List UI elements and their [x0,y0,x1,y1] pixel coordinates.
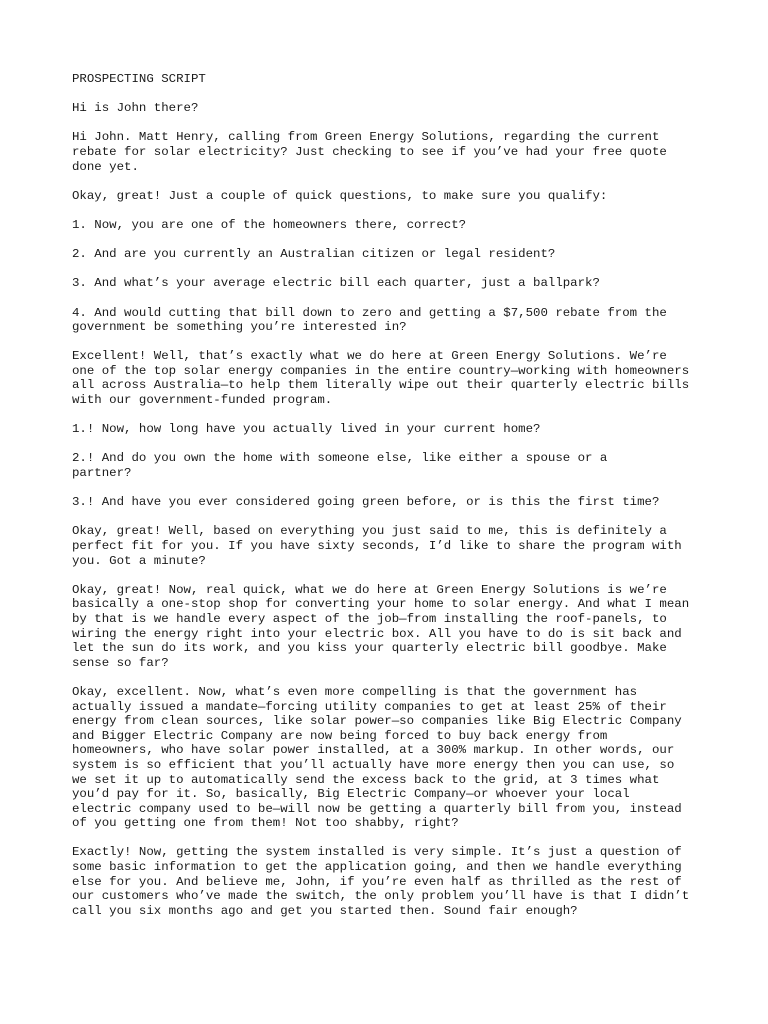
paragraph-followup-1: 1.! Now, how long have you actually lived in your current home? [72,422,541,437]
paragraph-question-4: 4. And would cutting that bill down to zero and getting a $7,500 rebate from the government be something you’re interested in? [72,305,667,335]
paragraph-followup-2: 2.! And do you own the home with someone else, like either a spouse or a partner? [72,451,608,481]
paragraph-introduction: Hi John. Matt Henry, calling from Green Energy Solutions, regarding the current rebate for solar electricity? Just checking to see if you’ve had your free quote done yet. [72,130,667,174]
document-page [72,72,712,933]
paragraph-government-mandate: Okay, excellent. Now, what’s even more compelling is that the government has actually issued a mandate—forcing utility companies to get at least 25% of their energy from clean sources, like solar power—so companies like Big Electric Company and Bigger Electric Company are now being forced to buy back energy from homeowners, who have solar power installed, at a 300% markup. In other words, our system is so efficient that you’ll actually have more energy then you can use, so we set it up to automatically send the excess back to the grid, at 3 times what you’d pay for it. So, basically, Big Electric Company—or whoever your local electric company used to be—will now be getting a quarterly bill from you, instead of you getting one from them! Not too shabby, right? [72,684,682,831]
document-title: PROSPECTING SCRIPT [72,72,206,86]
paragraph-one-stop-shop: Okay, great! Now, real quick, what we do here at Green Energy Solutions is we’re basically a one-stop shop for converting your home to solar energy. And what I mean by that is we handle every aspect of the job—from installing the roof-panels, to wiring the energy right into your electric box. All you have to do is sit back and let the sun do its work, and you kiss your quarterly electric bill goodbye. Make sense so far? [72,582,690,670]
paragraph-company-pitch: Excellent! Well, that’s exactly what we do here at Green Energy Solutions. We’re one of the top solar energy companies in the entire country—working with homeowners all across Australia—to help them literally wipe out their quarterly electric bills with our government-funded program. [72,349,690,408]
paragraph-qualify-intro: Okay, great! Just a couple of quick questions, to make sure you qualify: [72,188,608,203]
paragraph-greeting: Hi is John there? [72,101,199,116]
paragraph-question-2: 2. And are you currently an Australian citizen or legal resident? [72,247,556,262]
paragraph-question-3: 3. And what’s your average electric bill each quarter, just a ballpark? [72,276,600,291]
paragraph-question-1: 1. Now, you are one of the homeowners there, correct? [72,217,467,232]
paragraph-perfect-fit: Okay, great! Well, based on everything you just said to me, this is definitely a perfect fit for you. If you have sixty seconds, I’d like to share the program with you. Got a minute? [72,524,682,568]
paragraph-closing: Exactly! Now, getting the system installed is very simple. It’s just a question of some basic information to get the application going, and then we handle everything else for you. And believe me, John, if you’re even half as thrilled as the rest of our customers who’ve made the switch, the only problem you’ll have is that I didn’t call you six months ago and get you started then. Sound fair enough? [72,845,690,918]
paragraph-followup-3: 3.! And have you ever considered going green before, or is this the first time? [72,495,660,510]
